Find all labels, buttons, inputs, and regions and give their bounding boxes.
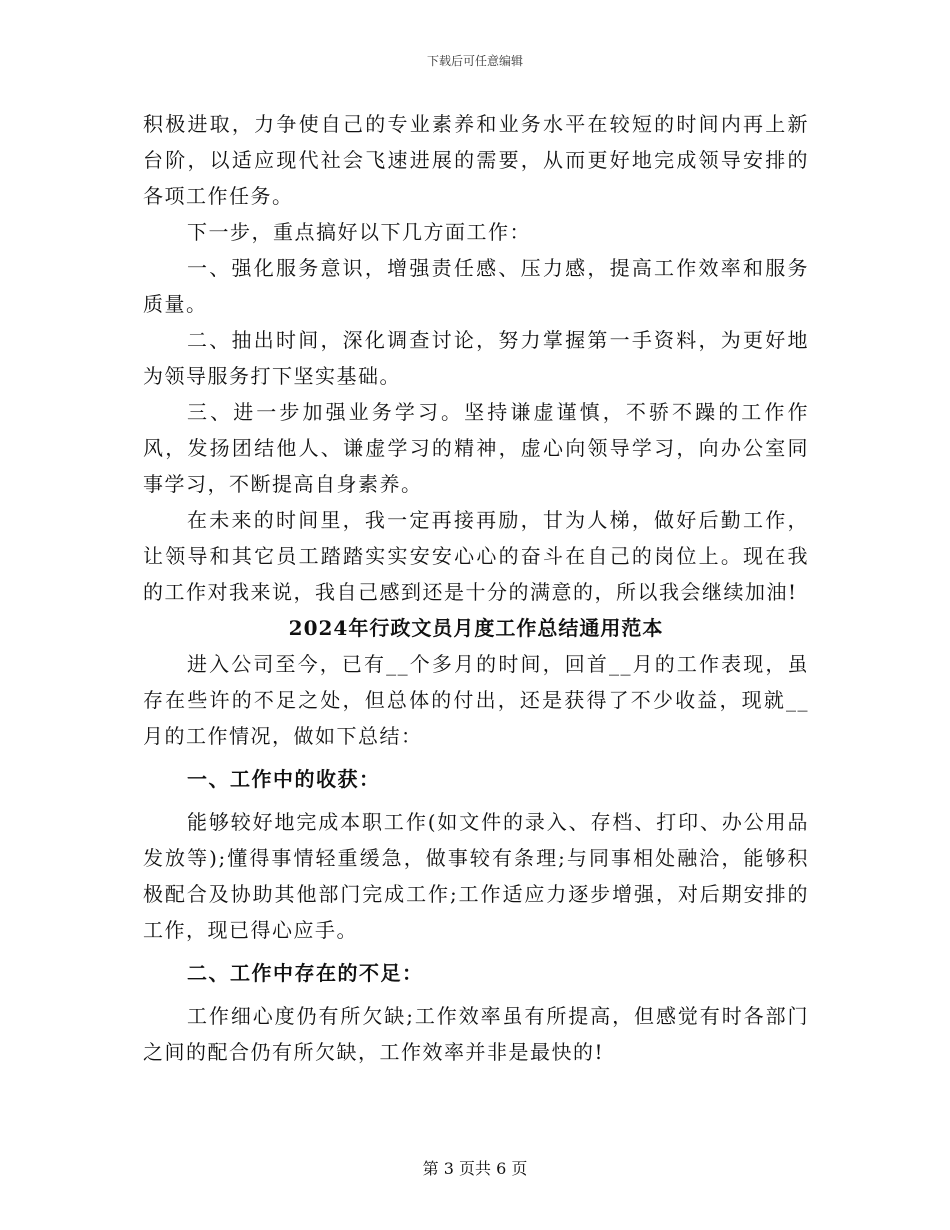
paragraph-item-1: 一、强化服务意识，增强责任感、压力感，提高工作效率和服务质量。: [143, 256, 809, 316]
paragraph-item-3: 三、进一步加强业务学习。坚持谦虚谨慎，不骄不躁的工作作风，发扬团结他人、谦虚学习的精神，虚心向领导学习，向办公室同事学习，不断提高自身素养。: [143, 400, 809, 496]
subheading-gains: 一、工作中的收获：: [187, 767, 381, 791]
subheading-shortcomings: 二、工作中存在的不足：: [187, 961, 424, 985]
paragraph-item-2: 二、抽出时间，深化调查讨论，努力掌握第一手资料，为更好地为领导服务打下坚实基础。: [143, 328, 809, 388]
paragraph-next-steps: 下一步，重点搞好以下几方面工作：: [187, 220, 531, 244]
paragraph-intro: 进入公司至今，已有__个多月的时间，回首__月的工作表现，虽存在些许的不足之处，但总体的付出，还是获得了不少收益，现就__月的工作情况，做如下总结：: [143, 652, 809, 748]
paragraph-gains: 能够较好地完成本职工作(如文件的录入、存档、打印、办公用品发放等);懂得事情轻重缓急，做事较有条理;与同事相处融洽，能够积极配合及协助其他部门完成工作;工作适应力逐步增强，对后期安排的工作，现已得心应手。: [143, 810, 809, 942]
document-body: [143, 106, 809, 1070]
page-header: 下载后可任意编辑: [426, 54, 523, 68]
paragraph-continuation: 积极进取，力争使自己的专业素养和业务水平在较短的时间内再上新台阶，以适应现代社会飞速进展的需要，从而更好地完成领导安排的各项工作任务。: [143, 112, 809, 208]
page-footer: 第 3 页共 6 页: [422, 1159, 528, 1178]
section-title: 2024年行政文员月度工作总结通用范本: [288, 616, 664, 640]
paragraph-shortcomings: 工作细心度仍有所欠缺;工作效率虽有所提高，但感觉有时各部门之间的配合仍有所欠缺，工作效率并非是最快的!: [143, 1004, 809, 1064]
paragraph-closing: 在未来的时间里，我一定再接再励，甘为人梯，做好后勤工作，让领导和其它员工踏踏实实安安心心的奋斗在自己的岗位上。现在我的工作对我来说，我自己感到还是十分的满意的，所以我会继续加油!: [143, 508, 809, 604]
